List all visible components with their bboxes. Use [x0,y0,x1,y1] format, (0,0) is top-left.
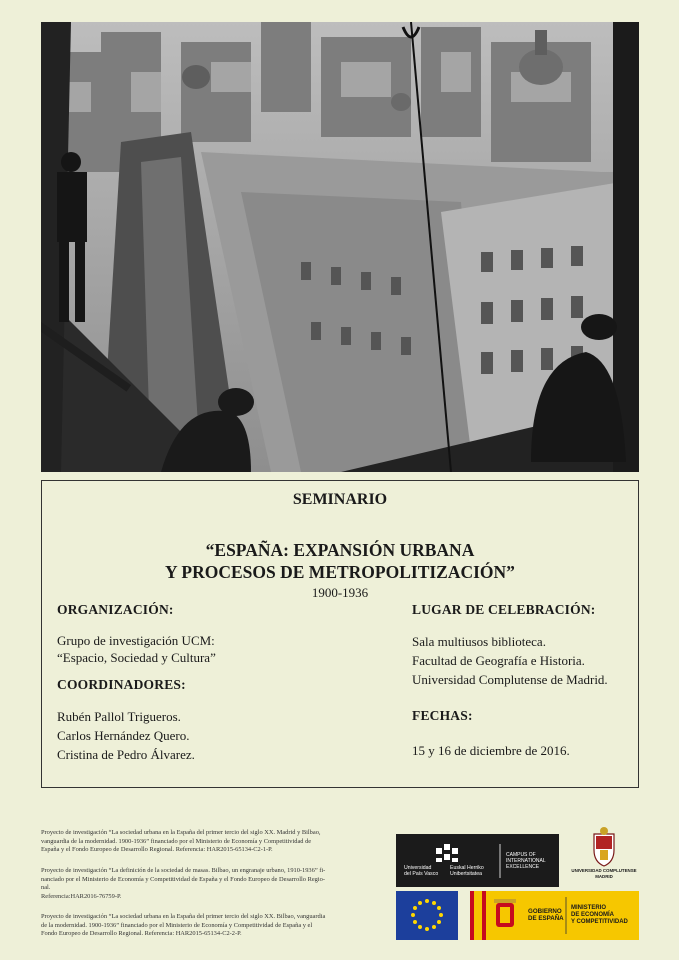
footnote-2 [41,867,381,901]
gobierno-text: DE ESPAÑA [528,915,564,922]
ucm-text: UNIVERSIDAD COMPLUTENSE [571,868,637,873]
upv-ehu-logo [396,834,559,887]
cover-photo [41,22,639,472]
fechas-value: 15 y 16 de diciembre de 2016. [412,743,570,758]
campus-text: INTERNATIONAL [506,858,546,864]
title-line-2: Y PROCESOS DE METROPOLITIZACIÓN” [165,562,515,582]
footnote-line: de la modernidad. 1900-1936” financiado por el Ministerio de Economía y Competitividad de España y el [41,921,313,929]
footnote-line: Proyecto de investigación “La sociedad urbana en la España del primer tercio del siglo XX. Bilbao, vanguardia [41,913,326,920]
lugar-line-1: Sala multiusos biblioteca. [412,634,546,649]
footnote-line: España y el Fondo Europeo de Desarrollo Regional. Referencia: HAR2015-65134-C2-1-P. [41,846,273,854]
campus-text: EXCELLENCE [506,864,540,870]
coordinadores-heading: COORDINADORES: [57,677,186,692]
footnote-line: nanciado por el Ministerio de Economía y Competitividad de España y el Fondo Europeo de Desarrollo Regio- [41,875,325,883]
lugar-line-3: Universidad Complutense de Madrid. [412,672,608,687]
ministerio-text: DE ECONOMÍA [571,912,615,918]
ministerio-text: MINISTERIO [571,905,607,911]
coordinador-name: Cristina de Pedro Álvarez. [57,747,195,762]
footnote-line: nal. [41,884,51,892]
footnote-line: Referencia:HAR2016-76759-P. [41,892,122,900]
lugar-line-2: Facultad de Geografía e Historia. [412,653,585,668]
footnote-3 [41,913,381,939]
organizacion-line-1: Grupo de investigación UCM: [57,633,215,648]
upv-text: del País Vasco [404,871,439,877]
gobierno-espana-logo [470,891,639,940]
coordinador-name: Rubén Pallol Trigueros. [57,709,181,724]
seminar-heading: SEMINARIO [292,491,388,508]
ehu-text: Unibertsitatea [450,871,483,877]
seminar-title [42,539,638,583]
eu-flag-logo [396,891,458,940]
seminar-years: 1900-1936 [311,585,369,600]
ehu-text: Euskal Herriko [450,865,484,871]
gobierno-text: GOBIERNO [528,908,562,915]
ucm-logo [568,826,640,888]
footnote-line: Proyecto de investigación “La definición de la sociedad de masas. Bilbao, un engranaje urbano, 1910-1936” fi- [41,867,326,874]
footnote-line: vanguardia de la modernidad. 1900-1936” financiado por el Ministerio de Economía y Competitividad de [41,837,312,845]
footnote-1 [41,829,381,855]
ministerio-text: Y COMPETITIVIDAD [571,919,628,925]
right-column [412,601,637,759]
ucm-text: MADRID [595,874,613,879]
seminar-info-box [41,480,639,788]
campus-text: CAMPUS OF [506,852,536,858]
left-column [57,601,327,764]
organizacion-heading: ORGANIZACIÓN: [57,602,174,617]
footnote-line: Proyecto de investigación “La sociedad urbana en la España del primer tercio del siglo XX. Madrid y Bilbao, [41,829,321,836]
footnote-line: Fondo Europeo de Desarrollo Regional. Referencia: HAR2015-65134-C2-2-P. [41,930,242,938]
upv-text: Universidad [404,865,432,871]
lugar-heading: LUGAR DE CELEBRACIÓN: [412,602,596,617]
coordinador-name: Carlos Hernández Quero. [57,728,190,743]
organizacion-line-2: “Espacio, Sociedad y Cultura” [57,650,216,665]
fechas-heading: FECHAS: [412,708,473,723]
title-line-1: “ESPAÑA: EXPANSIÓN URBANA [205,540,475,560]
